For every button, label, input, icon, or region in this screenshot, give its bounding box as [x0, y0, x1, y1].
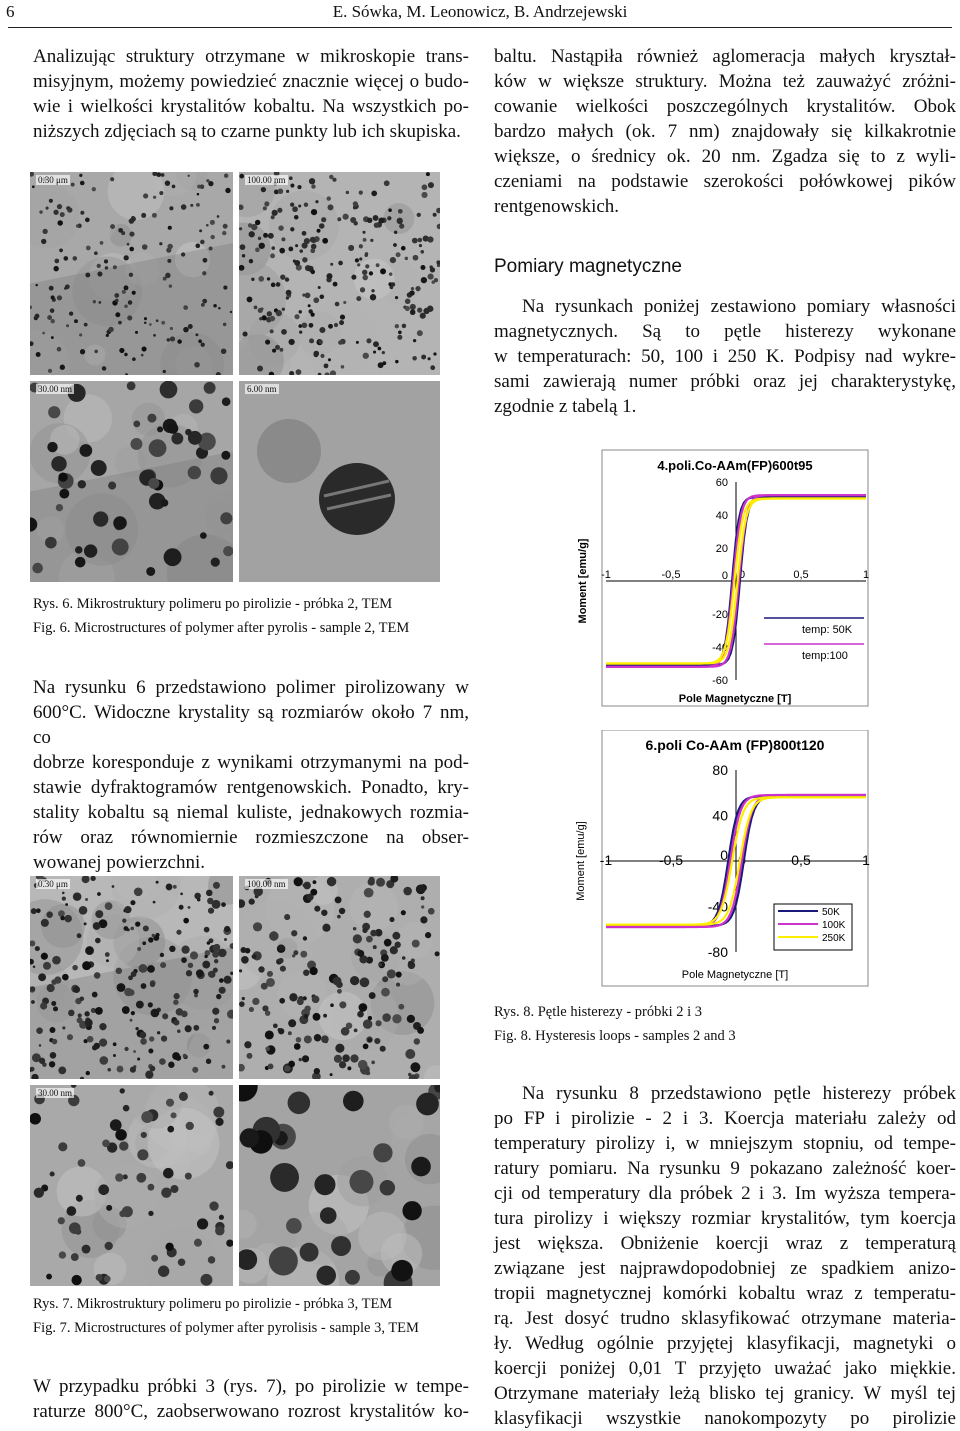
chart-title: 4.poli.Co-AAm(FP)600t95: [657, 458, 813, 473]
y-tick-label: 20: [715, 542, 728, 555]
x-tick-label: -0,5: [661, 569, 681, 581]
x-axis-label: Pole Magnetyczne [T]: [678, 693, 792, 705]
x-tick-label: -1: [599, 852, 613, 868]
section-heading: Pomiary magnetyczne: [494, 256, 682, 277]
x-tick-label: 1: [862, 852, 870, 868]
page-number: 6: [6, 2, 15, 21]
right-paragraph-1: baltu. Nastąpiła również aglomeracja małych kryształ- ków w większe struktury. Można też zauważyć zróżni- cowanie wielkości poszczególnych krystalitów. Obok bardzo małych (ok. 7 nm) znajdowały się kilkakrotnie większe, o średnicy ok. 20 nm. Zgadza się to z wyli- czeniami na podstawie szerokości połówkowej pików rentgenowskich.: [494, 46, 956, 217]
x-tick-label: 0: [738, 852, 746, 868]
legend-label: temp:100: [802, 650, 848, 662]
chart-title: 6.poli Co-AAm (FP)800t120: [645, 737, 825, 753]
figure-6-caption-pl: Rys. 6. Mikrostruktury polimeru po pirolizie - próbka 2, TEM: [33, 596, 393, 612]
y-tick-label: 0: [720, 846, 728, 863]
y-tick-label: -20: [712, 608, 728, 621]
figure-6-tem-grid: [30, 172, 440, 582]
x-axis-label: Pole Magnetyczne [T]: [681, 969, 789, 981]
legend-label: 250K: [822, 933, 846, 944]
tem-image-6c: 30.00 nm: [30, 381, 233, 582]
y-tick-label: 40: [712, 807, 728, 824]
left-paragraph-2: Na rysunku 6 przedstawiono polimer pirolizowany w 600°C. Widoczne krystality są rozmiarów około 7 nm, co dobrze koresponduje z wynikami otrzymanymi na pod- stawie dyfraktogramów rentgenowskich. Ponadto, kry- stality kobaltu są niemal kuliste, jednakowych rozmia- rów oraz równomiernie rozmieszczone na obser- wowanej powierzchni.: [33, 677, 469, 873]
right-paragraph-2: Na rysunkach poniżej zestawiono pomiary własności magnetycznych. Są to pętle histerezy wykonane w temperaturach: 50, 100 i 250 K. Podpisy nad wykre- sami zawierają numer próbki oraz jej charakterystykę, zgodnie z tabelą 1.: [494, 296, 956, 417]
hysteresis-chart-1: [572, 448, 872, 710]
x-tick-label: -1: [601, 569, 611, 581]
legend-label: temp: 50K: [802, 624, 853, 636]
y-tick-label: 0: [721, 569, 728, 582]
y-tick-label: 60: [715, 476, 728, 489]
figure-6-caption-en: Fig. 6. Microstructures of polymer after pyrolis - sample 2, TEM: [33, 620, 410, 636]
x-tick-label: 1: [862, 569, 870, 581]
x-tick-label: 0: [738, 569, 746, 581]
tem-image-6a: 0.30 μm: [30, 172, 233, 375]
figure-7-caption-en: Fig. 7. Microstructures of polymer after pyrolisis - sample 3, TEM: [33, 1320, 419, 1336]
x-tick-label: 0,5: [793, 569, 809, 581]
tem-image-7c: 30.00 nm: [30, 1085, 233, 1286]
legend-label: 100K: [822, 920, 846, 931]
y-tick-label: -40: [712, 641, 728, 654]
tem-image-7b: 100.00 nm: [239, 876, 440, 1079]
tem-image-6b: 100.00 nm: [239, 172, 440, 375]
hysteresis-chart-2: [572, 730, 872, 990]
running-header: E. Sówka, M. Leonowicz, B. Andrzejewski: [332, 2, 628, 21]
y-tick-label: 40: [715, 509, 728, 522]
figure-8-caption-en: Fig. 8. Hysteresis loops - samples 2 and 3: [494, 1028, 736, 1044]
x-tick-label: -0,5: [658, 852, 684, 868]
tem-image-7a: 0.30 μm: [30, 876, 233, 1079]
y-tick-label: 80: [712, 761, 728, 778]
y-tick-label: -80: [707, 943, 728, 960]
tem-image-6d: 6.00 nm: [239, 381, 440, 582]
figure-7-caption-pl: Rys. 7. Mikrostruktury polimeru po pirolizie - próbka 3, TEM: [33, 1296, 393, 1312]
y-axis-label: Moment [emu/g]: [577, 538, 589, 624]
header-rule: [8, 27, 952, 28]
legend-label: 50K: [822, 907, 840, 918]
y-tick-label: -40: [707, 898, 728, 915]
left-paragraph-1: Analizując struktury otrzymane w mikroskopie trans- misyjnym, możemy powiedzieć znacznie więcej o budo- wie i wielkości krystalitów kobaltu. Na wszystkich po- niższych zdjęciach są to czarne punkty lub ich skupiska.: [33, 46, 469, 142]
figure-8-caption-pl: Rys. 8. Pętle histerezy - próbki 2 i 3: [494, 1004, 703, 1020]
right-paragraph-3: Na rysunku 8 przedstawiono pętle histerezy próbek po FP i pirolizie - 2 i 3. Koercja materiału zależy od temperatury pirolizy i, w mniejszym stopniu, od tempe- ratury pomiaru. Na rysunku 9 pokazano zależność koer- cji od temperatury dla próbek 2 i 3. Im wyższa tempera- tura pirolizy i większy rozmiar krystalitów, tym koercja jest większa. Obniżenie koercji wraz z temperaturą związane jest najprawdopodobniej ze spadkiem anizo- tropii magnetycznej komórki kobaltu wraz z temperatu- rą. Jest dosyć trudno sklasyfikować otrzymane materia- ły. Według ogólnie przyjętej klasyfikacji, magnetyki o koercji poniżej 0,01 T przyjęto uważać jako miękkie. Otrzymane materiały leżą blisko tej granicy. W myśl tej klasyfikacji wszystkie nanokompozyty po pirolizie: [494, 1083, 956, 1429]
figure-7-tem-grid: [30, 876, 440, 1286]
x-tick-label: 0,5: [791, 852, 811, 868]
y-axis-label: Moment [emu/g]: [575, 821, 587, 901]
y-tick-label: -60: [712, 674, 728, 687]
tem-image-7d: [239, 1085, 440, 1286]
left-paragraph-3: W przypadku próbki 3 (rys. 7), po pirolizie w tempe- raturze 800°C, zaobserwowano rozrost krystalitów ko-: [33, 1376, 469, 1422]
